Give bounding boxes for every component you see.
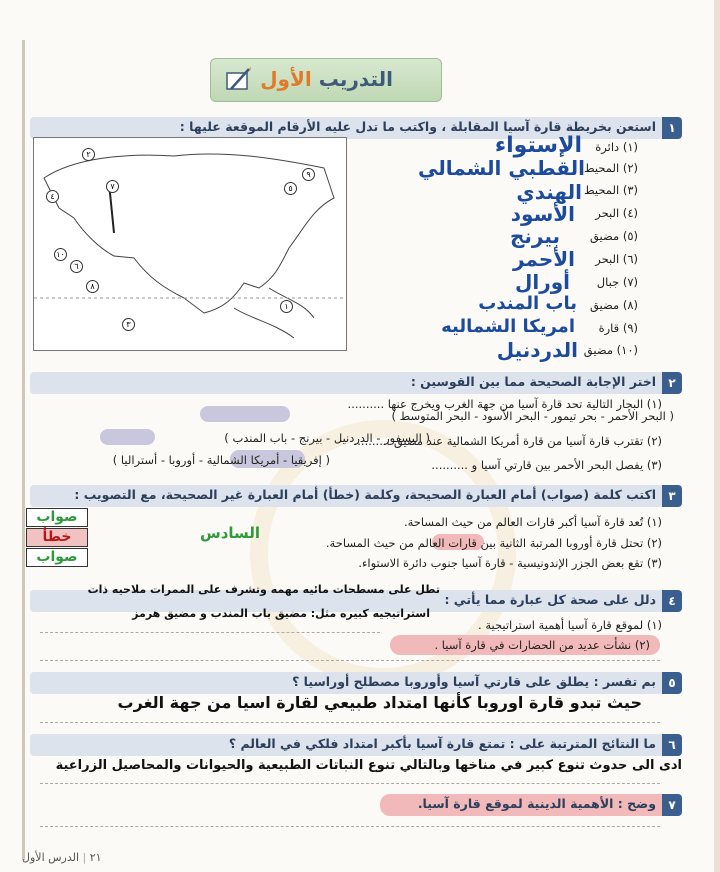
q5-answer: حيث تبدو قارة اوروبا كأنها امتداد طبيعي لقارة اسيا من جهة الغرب — [117, 693, 642, 712]
map-label-8: ٨ — [86, 280, 99, 293]
map-label-3: ٣ — [122, 318, 135, 331]
question-4-text: دلل على صحة كل عبارة مما يأتي : — [444, 592, 656, 607]
q4-answer-dotted-2 — [40, 660, 660, 661]
q6-answer-dotted — [40, 783, 660, 784]
q1-item-6: (٦) البحر — [595, 252, 638, 266]
q2-options-3: ( إفريقيا - أمريكا الشمالية - أوروبا - أستراليا ) — [112, 453, 330, 467]
title-accent: الأول — [260, 67, 312, 91]
q1-item-2: (٢) المحيط — [584, 161, 638, 175]
question-3-text: اكتب كلمة (صواب) أمام العبارة الصحيحة، وكلمة (خطأ) أمام العبارة غير الصحيحة، مع التصويب : — [74, 487, 656, 502]
question-6-number: ٦ — [662, 734, 682, 756]
q1-item-9: (٩) قارة — [598, 321, 638, 335]
q1-answer-7: أورال — [514, 270, 570, 294]
lesson-name: الدرس الأول — [22, 851, 80, 864]
map-label-5: ٥ — [284, 182, 297, 195]
map-label-10: ١٠ — [54, 248, 67, 261]
question-3-number: ٣ — [662, 485, 682, 507]
q1-item-3: (٣) المحيط — [584, 183, 638, 197]
map-label-9: ٩ — [302, 168, 315, 181]
question-5-number: ٥ — [662, 672, 682, 694]
q2-options-2: ( البسفور - الدردنيل - بيرنج - باب المندب ) — [224, 431, 430, 445]
q6-answer: ادى الى حدوث تنوع كبير في مناخها وبالتالي تنوع النباتات الطبيعية والحيوانات والمحاصيل الزراعية — [55, 758, 682, 773]
q4-answer-line-2: استراتيجيه كبيره مثل: مضيق باب المندب و مضيق هرمز — [132, 607, 430, 620]
question-1-text: استعن بخريطة قارة آسيا المقابلة ، واكتب ما تدل عليه الأرقام الموقعة عليها : — [179, 119, 656, 134]
q3-statement-2: (٢) تحتل قارة أوروبا المرتبة الثانية بين قارات العالم من حيث المساحة. — [325, 536, 662, 550]
question-1-bar — [30, 117, 682, 139]
q1-answer-6: الأحمر — [512, 247, 575, 271]
left-rule — [22, 40, 25, 860]
question-3-bar — [30, 485, 682, 507]
q1-answer-9: امريكا الشماليه — [441, 316, 575, 337]
page-number: ٢١ — [89, 851, 102, 864]
asia-map — [33, 137, 347, 351]
q1-answer-4: الأسود — [510, 202, 575, 226]
q1-item-4: (٤) البحر — [595, 206, 638, 220]
question-2-number: ٢ — [662, 372, 682, 394]
map-label-2: ٢ — [82, 148, 95, 161]
q4-answer-line-1: تطل على مسطحات مائيه مهمه وتشرف على الممرات ملاحيه ذات — [87, 583, 440, 596]
q1-item-1: (١) دائرة — [595, 140, 638, 154]
question-2-text: اختر الإجابة الصحيحة مما بين القوسين : — [410, 374, 656, 389]
q5-answer-dotted — [40, 722, 660, 723]
q3-statement-3: (٣) تقع بعض الجزر الإندونيسية - قارة آسيا جنوب دائرة الاستواء. — [358, 556, 662, 570]
q4-statement-1: (١) لموقع قارة آسيا أهمية استراتيجية . — [478, 618, 662, 632]
question-1-number: ١ — [662, 117, 682, 139]
q2-statement-1: (١) البحار التالية تحد قارة آسيا من جهة الغرب ويخرج عنها .......... — [347, 397, 662, 411]
exercise-header — [210, 58, 442, 102]
q2-statement-3: (٣) يفصل البحر الأحمر بين قارتي آسيا و .......... — [431, 458, 662, 472]
q1-item-5: (٥) مضيق — [589, 229, 638, 243]
question-6-text: ما النتائج المترتبة على : تمتع قارة آسيا بأكبر امتداد فلكي في العالم ؟ — [228, 736, 656, 751]
question-6-bar — [30, 734, 682, 756]
question-5-bar — [30, 672, 682, 694]
q2-options-1: ( البحر الأحمر - بحر تيمور - البحر الأسود - البحر المتوسط ) — [391, 409, 674, 423]
q1-answer-5: بيرنج — [509, 224, 560, 248]
q3-mark-3: صواب — [26, 548, 88, 567]
q1-answer-8: باب المندب — [478, 293, 577, 314]
map-label-1: ١ — [280, 300, 293, 313]
q1-answer-3: الهندي — [516, 180, 582, 204]
map-label-4: ٤ — [46, 190, 59, 203]
q4-statement-2: (٢) نشأت عديد من الحضارات في قارة آسيا . — [434, 638, 650, 652]
q1-item-10: (١٠) مضيق — [583, 343, 638, 357]
question-7-number: ٧ — [662, 794, 682, 816]
page-footer: ٢١ | الدرس الأول — [22, 851, 102, 864]
map-label-7: ٧ — [106, 180, 119, 193]
title-main: التدريب — [318, 67, 393, 91]
q3-mark-1: صواب — [26, 508, 88, 527]
margin-strip — [714, 0, 720, 872]
q2-highlight-1 — [200, 406, 290, 422]
q3-mark-2: خطأ — [26, 528, 88, 547]
question-2-bar — [30, 372, 682, 394]
q1-answer-2: القطبي الشمالي — [418, 156, 585, 180]
q1-answer-1: الإستواء — [494, 133, 582, 158]
question-7-text: وضح : الأهمية الدينية لموقع قارة آسيا. — [417, 796, 656, 811]
page-title — [260, 67, 393, 91]
q1-item-7: (٧) جبال — [596, 275, 638, 289]
q2-statement-2: (٢) تقترب قارة آسيا من قارة أمريكا الشمالية عند مضيق .......... — [353, 434, 662, 448]
question-7-bar — [30, 794, 682, 816]
q1-item-8: (٨) مضيق — [589, 298, 638, 312]
q1-answer-10: الدردنيل — [496, 338, 578, 362]
asia-map-outline — [34, 138, 346, 350]
q2-highlight-2 — [100, 429, 155, 445]
q7-answer-dotted — [40, 826, 660, 827]
question-4-number: ٤ — [662, 590, 682, 612]
q3-statement-1: (١) تُعد قارة آسيا أكبر قارات العالم من حيث المساحة. — [403, 515, 662, 529]
q3-correction: السادس — [200, 524, 261, 542]
q4-answer-dotted-1 — [40, 632, 380, 633]
map-label-6: ٦ — [70, 260, 83, 273]
question-5-text: بم تفسر : يطلق على قارتي آسيا وأوروبا مصطلح أوراسيا ؟ — [292, 674, 656, 689]
pencil-icon — [223, 65, 253, 95]
